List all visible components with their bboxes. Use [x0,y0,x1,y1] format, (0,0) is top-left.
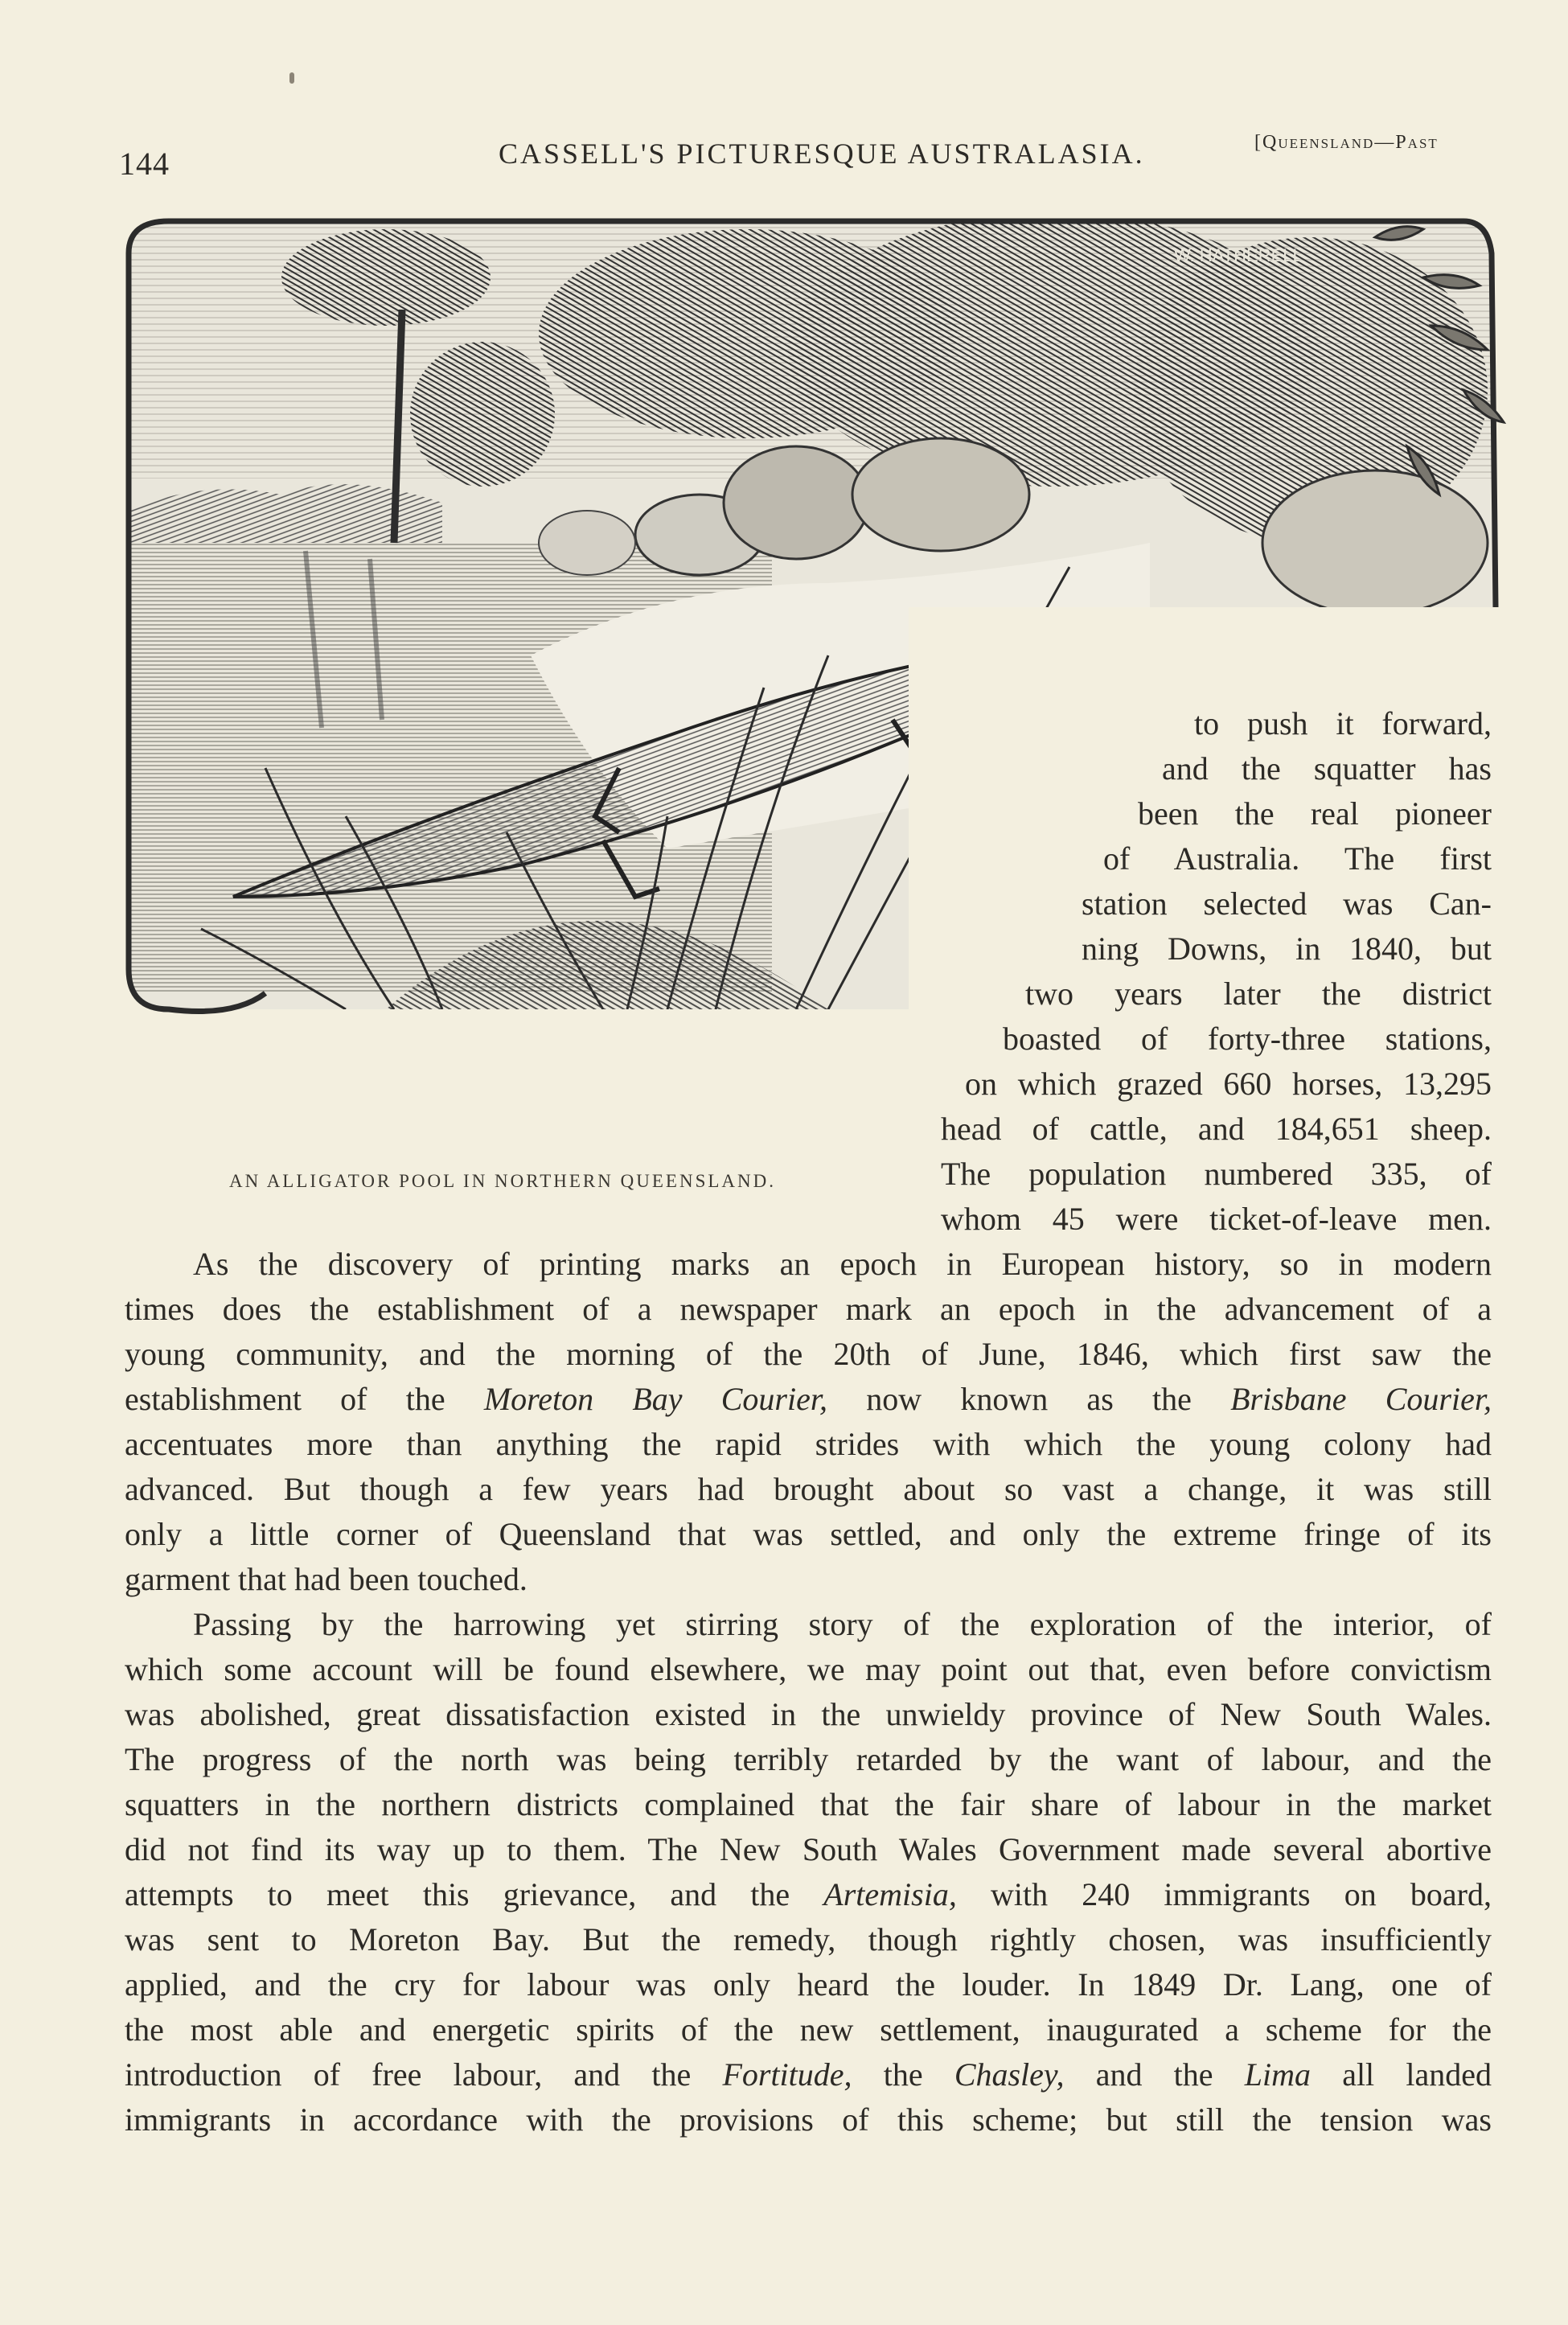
body-line: immigrants in accordance with the provisions of this scheme; but still the tension was [125,2101,1492,2138]
newspaper-title: Brisbane Courier, [1230,1381,1492,1417]
body-line: squatters in the northern districts complained that the fair share of labour in the market [125,1786,1492,1822]
body-line: Passing by the harrowing yet stirring story of the exploration of the interior, of [193,1606,1492,1642]
ship-name: Fortitude, [722,2056,852,2093]
wrap-text-line: of Australia. The first [1103,840,1492,877]
ship-name: Lima [1244,2056,1311,2093]
wrap-text-line: The population numbered 335, of [941,1156,1492,1192]
wrap-text-line: whom 45 were ticket-of-leave men. [941,1201,1492,1237]
wrap-text-line: been the real pioneer [1138,795,1492,832]
wrap-text-line: on which grazed 660 horses, 13,295 [965,1066,1492,1102]
body-line [125,2052,1492,2097]
body-line: advanced. But though a few years had brought about so vast a change, it was still [125,1471,1492,1507]
body-text: attempts to meet this grievance, and the [125,1876,824,1912]
wrap-text-line: to push it forward, [1194,705,1492,741]
body-line [125,1377,1492,1422]
body-text: with 240 immigrants on board, [956,1876,1492,1912]
running-title: CASSELL'S PICTURESQUE AUSTRALASIA. [499,138,1145,170]
body-line: young community, and the morning of the 20th of June, 1846, which first saw the [125,1336,1492,1372]
body-line [125,1872,1492,1917]
body-line: did not find its way up to them. The New South Wales Government made several abortive [125,1831,1492,1867]
body-line: was abolished, great dissatisfaction existed in the unwieldy province of New South Wales. [125,1696,1492,1732]
wrap-text-line: boasted of forty-three stations, [1003,1021,1492,1057]
artist-signature: W. HATHERELL [1174,245,1303,265]
wrap-text-line: head of cattle, and 184,651 sheep. [941,1111,1492,1147]
body-text: the [852,2056,954,2093]
section-tag: [Queensland—Past [1254,132,1439,153]
body-line: the most able and energetic spirits of the new settlement, inaugurated a scheme for the [125,2011,1492,2048]
body-line: which some account will be found elsewhere, we may point out that, even before convictism [125,1651,1492,1687]
body-text: and the [1064,2056,1245,2093]
ship-name: Chasley, [954,2056,1065,2093]
body-line: The progress of the north was being terribly retarded by the want of labour, and the [125,1741,1492,1777]
wrap-text-line: two years later the district [1025,976,1492,1012]
wrap-text-line: and the squatter has [1162,750,1492,787]
body-line: only a little corner of Queensland that was settled, and only the extreme fringe of its [125,1516,1492,1552]
newspaper-title: Moreton Bay Courier, [483,1381,827,1417]
body-line: times does the establishment of a newspaper mark an epoch in the advancement of a [125,1291,1492,1327]
body-text: introduction of free labour, and the [125,2056,723,2093]
body-line: was sent to Moreton Bay. But the remedy, though rightly chosen, was insufficiently [125,1921,1492,1957]
ship-name: Artemisia, [823,1876,957,1912]
body-text: establishment of the [125,1381,484,1417]
body-line: As the discovery of printing marks an epoch in European history, so in modern [193,1246,1492,1282]
body-line: garment that had been touched. [125,1561,527,1597]
wrap-text-line: ning Downs, in 1840, but [1082,930,1492,967]
body-line: applied, and the cry for labour was only heard the louder. In 1849 Dr. Lang, one of [125,1966,1492,2003]
body-text: all landed [1310,2056,1492,2093]
body-text: now known as the [827,1381,1231,1417]
wrap-text-line: station selected was Can- [1082,885,1492,922]
body-line: accentuates more than anything the rapid strides with which the young colony had [125,1426,1492,1462]
page-number: 144 [119,146,170,182]
illustration-caption: AN ALLIGATOR POOL IN NORTHERN QUEENSLAND. [229,1171,776,1191]
ink-speck [289,72,294,84]
